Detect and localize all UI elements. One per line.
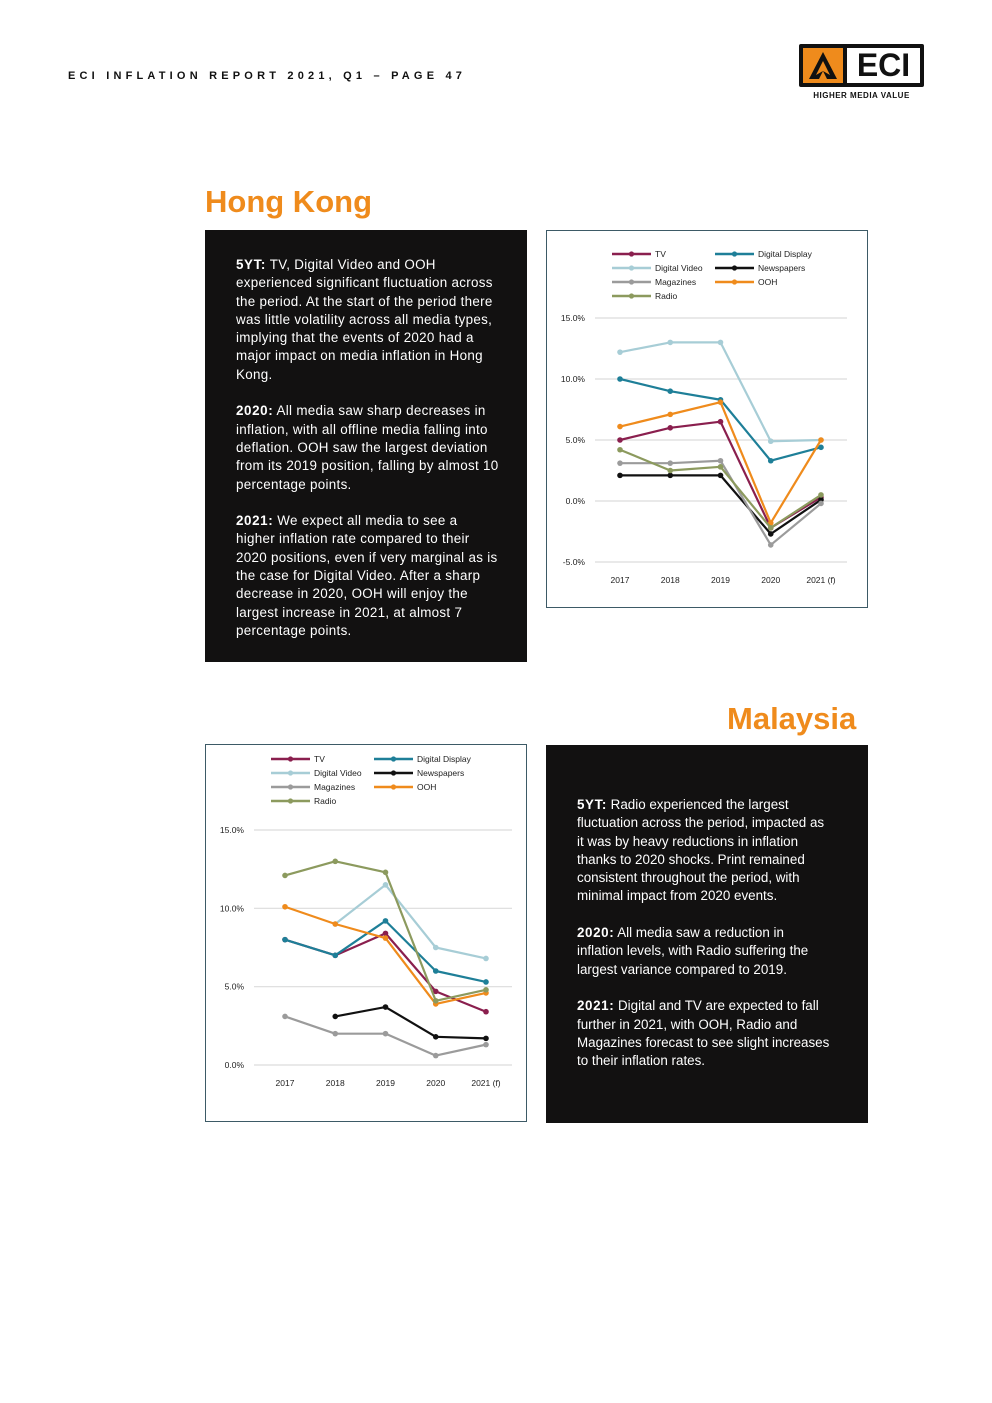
x-tick-label: 2017: [610, 575, 630, 585]
series-digital-video: [332, 882, 488, 961]
series-tv: [282, 931, 489, 1015]
legend-item-digital-video: [612, 263, 703, 273]
paragraph-label: 2020:: [577, 925, 615, 941]
y-tick-label: 15.0%: [219, 825, 244, 835]
legend-label: Digital Video: [655, 263, 703, 273]
paragraph-text: Radio experienced the largest fluctuation across the period, impacted as it was by heavy reductions in inflation thanks to 2020 shocks. Print remained consistent throughout the period, with minimal impact from 2020 events.: [577, 797, 825, 904]
logo-mark-icon: [803, 48, 843, 83]
data-point: [617, 473, 623, 479]
paragraph-text: We expect all media to see a higher inflation rate compared to their 2020 positions, even if very marginal as is the case for Digital Video. After a sharp decrease in 2020, OOH will enjoy the largest increase in 2021, at almost 7 percentage points.: [236, 513, 498, 638]
legend-marker: [732, 265, 737, 270]
data-point: [483, 987, 489, 993]
eci-logo: [799, 44, 924, 104]
x-tick-label: 2017: [275, 1078, 295, 1088]
legend-item-digital-display: [715, 249, 813, 259]
y-tick-label: -5.0%: [562, 557, 585, 567]
x-tick-label: 2019: [711, 575, 730, 585]
legend-item-radio: [612, 291, 677, 301]
paragraph-5yt: [236, 256, 499, 384]
data-point: [433, 1053, 439, 1059]
series-digital-video: [617, 340, 824, 444]
data-point: [332, 953, 338, 959]
x-tick-label: 2021 (f): [806, 575, 836, 585]
paragraph-label: 2021:: [577, 998, 615, 1014]
data-point: [718, 419, 724, 425]
paragraph-label: 2021:: [236, 513, 274, 529]
hong-kong-line-chart: [547, 231, 867, 607]
legend-marker: [288, 756, 293, 761]
legend-item-tv: [271, 754, 325, 764]
legend-marker: [629, 279, 634, 284]
x-tick-label: 2018: [325, 1078, 345, 1088]
legend-item-ooh: [374, 782, 436, 792]
series-magazines: [617, 458, 824, 548]
data-point: [768, 531, 774, 537]
series-magazines: [282, 1014, 489, 1059]
data-point: [332, 921, 338, 927]
legend-item-digital-display: [374, 754, 472, 764]
paragraph-label: 2020:: [236, 403, 274, 419]
paragraph-text: Digital and TV are expected to fall further in 2021, with OOH, Radio and Magazines forecast to see slight increases to their inflation rates.: [577, 998, 830, 1069]
legend-label: Digital Display: [417, 754, 471, 764]
data-point: [718, 340, 724, 346]
paragraph-text: All media saw a reduction in inflation levels, with Radio suffering the largest variance compared to 2019.: [577, 925, 809, 977]
data-point: [282, 873, 288, 879]
data-point: [667, 468, 673, 474]
data-point: [433, 968, 439, 974]
data-point: [383, 882, 389, 888]
legend-item-ooh: [715, 277, 777, 287]
legend-label: Digital Video: [314, 768, 362, 778]
data-point: [617, 349, 623, 355]
data-point: [332, 859, 338, 865]
logo-wordmark: ECI: [856, 47, 911, 83]
y-tick-label: 10.0%: [560, 374, 585, 384]
data-point: [617, 424, 623, 430]
data-point: [332, 1014, 338, 1020]
x-tick-label: 2020: [761, 575, 781, 585]
x-tick-label: 2020: [426, 1078, 446, 1088]
data-point: [667, 460, 673, 466]
legend-item-newspapers: [715, 263, 805, 273]
paragraph-label: 5YT:: [577, 797, 607, 812]
legend-label: Radio: [655, 291, 678, 301]
legend-marker: [288, 798, 293, 803]
legend-marker: [391, 756, 396, 761]
malaysia-line-chart: [206, 745, 526, 1121]
series-line: [620, 475, 821, 534]
data-point: [667, 340, 673, 346]
data-point: [282, 937, 288, 943]
paragraph-2020: [577, 924, 832, 979]
legend-item-magazines: [271, 782, 355, 792]
y-tick-label: 15.0%: [560, 313, 585, 323]
legend-marker: [288, 770, 293, 775]
legend-label: Magazines: [655, 277, 697, 287]
data-point: [768, 542, 774, 548]
y-tick-label: 5.0%: [565, 435, 585, 445]
y-tick-label: 5.0%: [224, 981, 244, 992]
data-point: [433, 945, 439, 951]
x-tick-label: 2018: [660, 575, 680, 585]
legend-marker: [629, 251, 634, 256]
section-title-hong-kong: Hong Kong: [205, 184, 373, 219]
data-point: [768, 525, 774, 531]
data-point: [818, 501, 824, 507]
data-point: [667, 425, 673, 431]
data-point: [282, 1014, 288, 1020]
data-point: [617, 376, 623, 382]
paragraph-2021: [236, 512, 499, 640]
legend-label: TV: [655, 249, 666, 259]
paragraph-text: TV, Digital Video and OOH experienced significant fluctuation across the period. At the start of the period there was little volatility across all media types, implying that the events of 2020 had a major impact on media inflation in Hong Kong.: [236, 257, 493, 382]
legend-label: Radio: [314, 796, 337, 806]
hong-kong-chart: [546, 230, 868, 608]
data-point: [383, 1031, 389, 1037]
legend-marker: [732, 251, 737, 256]
legend-marker: [391, 784, 396, 789]
data-point: [332, 1031, 338, 1037]
data-point: [718, 473, 724, 479]
data-point: [617, 460, 623, 466]
data-point: [383, 870, 389, 876]
section-title-malaysia: Malaysia: [727, 701, 857, 736]
y-tick-label: 0.0%: [224, 1060, 244, 1070]
legend-marker: [732, 279, 737, 284]
legend-item-tv: [612, 249, 666, 259]
legend-marker: [629, 265, 634, 270]
legend-item-newspapers: [374, 768, 464, 778]
series-line: [620, 342, 821, 441]
data-point: [433, 1034, 439, 1040]
data-point: [433, 998, 439, 1004]
hong-kong-commentary: [205, 230, 527, 662]
paragraph-2021: [577, 997, 832, 1070]
legend-marker: [391, 770, 396, 775]
legend-item-magazines: [612, 277, 696, 287]
data-point: [483, 956, 489, 962]
y-tick-label: 10.0%: [219, 903, 244, 914]
paragraph-5yt: [577, 796, 832, 906]
data-point: [768, 438, 774, 444]
data-point: [667, 388, 673, 394]
x-tick-label: 2021 (f): [471, 1078, 501, 1088]
legend-label: TV: [314, 754, 325, 764]
data-point: [483, 979, 489, 985]
data-point: [383, 918, 389, 924]
x-tick-label: 2019: [376, 1078, 395, 1088]
legend-label: OOH: [417, 782, 437, 792]
data-point: [383, 1004, 389, 1010]
data-point: [282, 904, 288, 910]
series-newspapers: [332, 1004, 488, 1041]
data-point: [617, 447, 623, 453]
data-point: [383, 935, 389, 941]
legend-label: Digital Display: [758, 249, 812, 259]
malaysia-chart: [205, 744, 527, 1122]
legend-item-radio: [271, 796, 336, 806]
legend-marker: [629, 293, 634, 298]
data-point: [483, 1009, 489, 1015]
data-point: [818, 492, 824, 498]
paragraph-label: 5YT:: [236, 257, 266, 272]
data-point: [617, 437, 623, 443]
legend-item-digital-video: [271, 768, 362, 778]
paragraph-text: All media saw sharp decreases in inflation, with all offline media falling into deflation. OOH saw the largest deviation from its 2019 position, falling by almost 10 percentage points.: [236, 403, 499, 492]
page-header: ECI INFLATION REPORT 2021, Q1 – PAGE 47: [68, 70, 467, 82]
legend-marker: [288, 784, 293, 789]
data-point: [667, 473, 673, 479]
data-point: [818, 437, 824, 443]
legend-label: OOH: [758, 277, 778, 287]
data-point: [718, 464, 724, 470]
data-point: [483, 1042, 489, 1048]
logo-tagline: HIGHER MEDIA VALUE: [813, 91, 910, 100]
data-point: [718, 458, 724, 464]
malaysia-commentary: [546, 745, 868, 1123]
legend-label: Newspapers: [758, 263, 806, 273]
data-point: [718, 399, 724, 405]
data-point: [483, 1036, 489, 1042]
paragraph-2020: [236, 402, 499, 493]
legend-label: Magazines: [314, 782, 356, 792]
data-point: [768, 458, 774, 464]
y-tick-label: 0.0%: [565, 496, 585, 506]
legend-label: Newspapers: [417, 768, 465, 778]
data-point: [818, 445, 824, 451]
data-point: [667, 412, 673, 418]
